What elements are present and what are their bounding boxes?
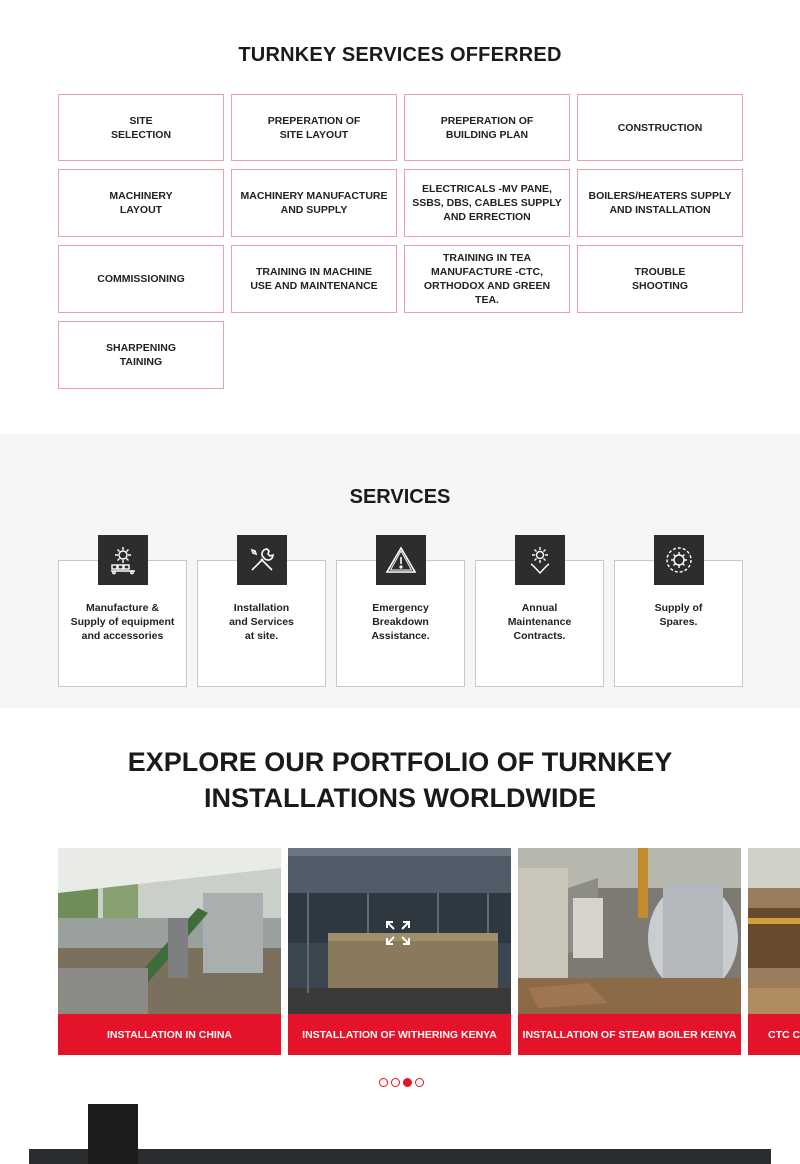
turnkey-item: MACHINERY MANUFACTURE AND SUPPLY <box>231 169 397 237</box>
turnkey-item: SHARPENING TAINING <box>58 321 224 389</box>
turnkey-section <box>0 0 800 434</box>
slide-caption: INSTALLATION OF STEAM BOILER KENYA <box>518 1014 741 1055</box>
carousel-dot[interactable] <box>415 1078 424 1087</box>
turnkey-title: TURNKEY SERVICES OFFERRED <box>238 44 562 66</box>
warning-icon <box>376 535 426 585</box>
slide-caption: INSTALLATION OF WITHERING KENYA <box>288 1014 511 1055</box>
turnkey-item: MACHINERY LAYOUT <box>58 169 224 237</box>
gear-hand-icon <box>515 535 565 585</box>
expand-icon[interactable] <box>385 920 411 951</box>
services-section <box>0 434 800 708</box>
service-label: Supply of Spares. <box>654 602 703 628</box>
footer-band <box>29 1149 771 1164</box>
gear-conveyor-icon <box>98 535 148 585</box>
turnkey-item: TRAINING IN MACHINE USE AND MAINTENANCE <box>231 245 397 313</box>
turnkey-grid <box>58 94 742 389</box>
portfolio-slide[interactable] <box>288 848 511 1055</box>
portfolio-section <box>0 708 800 1164</box>
service-card-installation[interactable] <box>197 560 326 687</box>
service-label: Manufacture & Supply of equipment and accessories <box>70 602 175 642</box>
portfolio-title: EXPLORE OUR PORTFOLIO OF TURNKEY INSTALLATIONS WORLDWIDE <box>127 747 673 813</box>
slide-caption: CTC C <box>748 1014 800 1055</box>
service-card-maintenance[interactable] <box>475 560 604 687</box>
turnkey-item: TRAINING IN TEA MANUFACTURE -CTC, ORTHODOX AND GREEN TEA. <box>404 245 570 313</box>
tools-icon <box>237 535 287 585</box>
installation-photo <box>748 848 800 1014</box>
turnkey-item: BOILERS/HEATERS SUPPLY AND INSTALLATION <box>577 169 743 237</box>
portfolio-slide[interactable] <box>748 848 800 1055</box>
turnkey-item: TROUBLE SHOOTING <box>577 245 743 313</box>
service-label: Installation and Services at site. <box>229 602 294 642</box>
turnkey-item: CONSTRUCTION <box>577 94 743 161</box>
carousel-dot[interactable] <box>391 1078 400 1087</box>
spare-gear-icon <box>654 535 704 585</box>
portfolio-slide[interactable] <box>58 848 281 1055</box>
portfolio-slide[interactable] <box>518 848 741 1055</box>
services-title: SERVICES <box>349 486 451 508</box>
turnkey-item: PREPERATION OF BUILDING PLAN <box>404 94 570 161</box>
turnkey-item: ELECTRICALS -MV PANE, SSBS, DBS, CABLES SUPPLY AND ERRECTION <box>404 169 570 237</box>
carousel-dot[interactable] <box>379 1078 388 1087</box>
service-card-manufacture[interactable] <box>58 560 187 687</box>
turnkey-item: PREPERATION OF SITE LAYOUT <box>231 94 397 161</box>
service-card-spares[interactable] <box>614 560 743 687</box>
footer-decoration <box>88 1104 138 1164</box>
service-card-emergency[interactable] <box>336 560 465 687</box>
turnkey-item: COMMISSIONING <box>58 245 224 313</box>
installation-photo <box>518 848 741 1014</box>
portfolio-carousel[interactable] <box>58 848 800 1055</box>
carousel-dot-active[interactable] <box>403 1078 412 1087</box>
installation-photo <box>288 848 511 1014</box>
service-label: Emergency Breakdown Assistance. <box>371 602 430 642</box>
service-label: Annual Maintenance Contracts. <box>507 602 572 642</box>
turnkey-item: SITE SELECTION <box>58 94 224 161</box>
installation-photo <box>58 848 281 1014</box>
carousel-dots <box>379 1078 424 1087</box>
slide-caption: INSTALLATION IN CHINA <box>58 1014 281 1055</box>
